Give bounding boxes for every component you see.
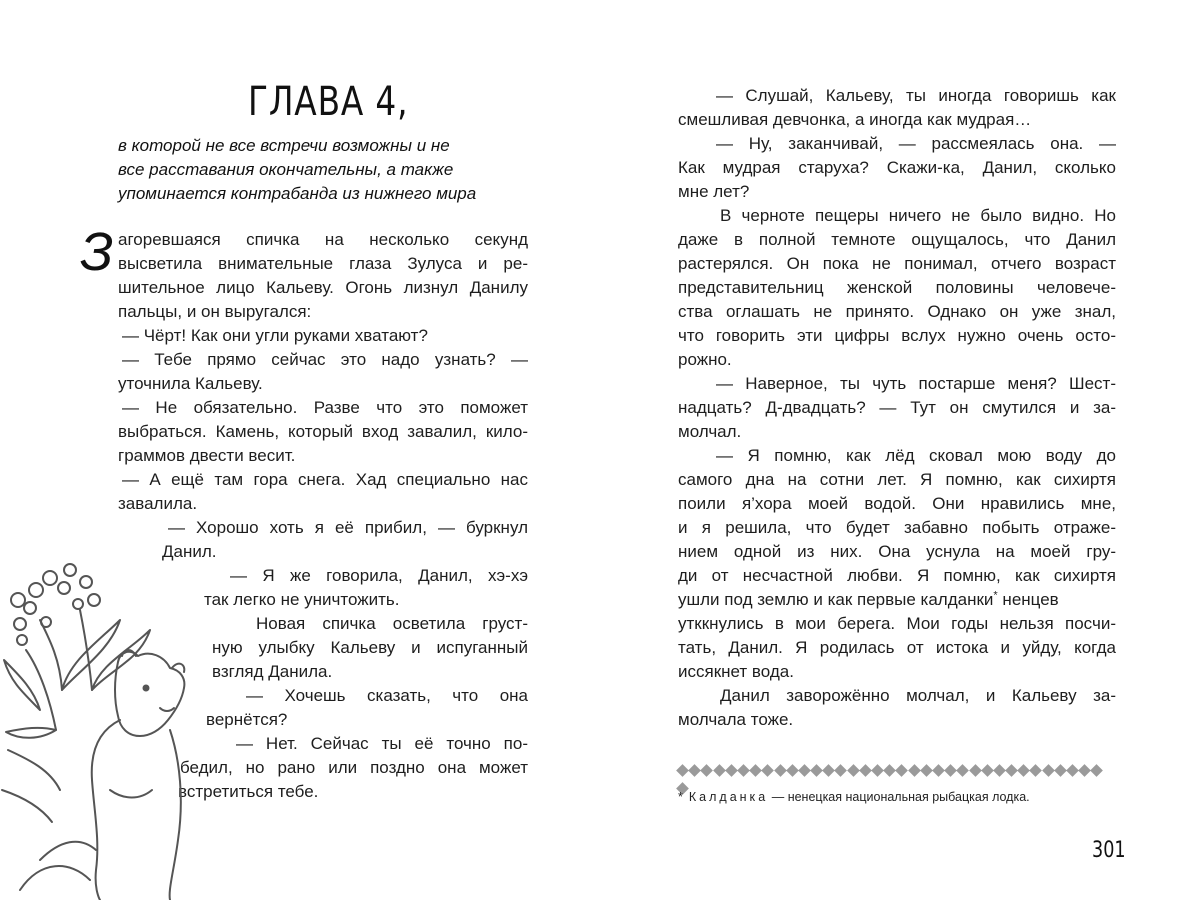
text-line: даже в полной темноте ощущалось, что Данил <box>678 230 1116 249</box>
footnote-marker: * <box>993 589 998 602</box>
footnote-text: — ненецкая национальная рыбацкая лодка. <box>768 790 1030 804</box>
text-line: и я решила, что будет забавно побыть отраже- <box>678 518 1116 537</box>
text-line: молчала тоже. <box>678 710 794 729</box>
diamond-ornament <box>896 764 909 777</box>
text-line: тать, Данил. Я родилась от истока и уйду, когда <box>678 638 1116 657</box>
diamond-ornament <box>810 764 823 777</box>
text-line: — Хочешь сказать, что она <box>246 686 528 705</box>
text-line: представительниц женской половины человече- <box>678 278 1116 297</box>
diamond-ornament <box>1030 764 1043 777</box>
text-line: поили я’хора моей водой. Они нравились мне, <box>678 494 1116 513</box>
diamond-ornament <box>1042 764 1055 777</box>
diamond-ornament <box>981 764 994 777</box>
text-line-with-footnote <box>678 588 1116 612</box>
text-line: ства оглашать не принято. Однако он уже знал, <box>678 302 1116 321</box>
text-line: растерялся. Он пока не понимал, отчего возраст <box>678 254 1116 273</box>
chapter-subtitle <box>118 134 498 206</box>
text-line: — Чёрт! Как они угли руками хватают? <box>122 326 428 345</box>
text-line: — Я помню, как лёд сковал мою воду до <box>716 446 1116 465</box>
text-line: нием одной из них. Она уснула на моей гру- <box>678 542 1116 561</box>
text-line: Данил заворожённо молчал, и Кальеву за- <box>720 686 1116 705</box>
text-line: встретиться тебе. <box>178 782 319 801</box>
text-line: так легко не уничтожить. <box>204 590 400 609</box>
text-line: В черноте пещеры ничего не было видно. Но <box>720 206 1116 225</box>
right-page <box>600 0 1200 900</box>
diamond-ornament <box>1091 764 1104 777</box>
diamond-ornament <box>944 764 957 777</box>
text-line-tail: ненцев <box>997 590 1059 609</box>
diamond-ornament <box>774 764 787 777</box>
text-line: — Слушай, Кальеву, ты иногда говоришь как <box>716 86 1116 105</box>
diamond-ornament <box>847 764 860 777</box>
text-line: что говорить эти цифры вслух нужно очень осто- <box>678 326 1116 345</box>
drop-cap: З <box>80 222 114 282</box>
text-line: мне лет? <box>678 182 750 201</box>
text-line: граммов двести весит. <box>118 446 296 465</box>
footnote-divider-ornament <box>678 762 1116 780</box>
text-line: — А ещё там гора снега. Хад специально нас <box>122 470 528 489</box>
text-line: ушли под землю и как первые калданки <box>678 590 994 609</box>
diamond-ornament <box>725 764 738 777</box>
footnote <box>678 790 1030 804</box>
text-line: бедил, но рано или поздно она может <box>180 758 528 777</box>
diamond-ornament <box>835 764 848 777</box>
text-line: — Тебе прямо сейчас это надо узнать? — <box>122 350 528 369</box>
diamond-ornament <box>969 764 982 777</box>
text-line: смешливая девчонка, а иногда как мудрая… <box>678 110 1032 129</box>
text-line: уточнила Кальеву. <box>118 374 263 393</box>
text-line: молчал. <box>678 422 742 441</box>
diamond-ornament <box>676 764 689 777</box>
text-line: рожно. <box>678 350 732 369</box>
subtitle-line: упоминается контрабанда из нижнего мира <box>118 184 477 203</box>
diamond-ornament <box>993 764 1006 777</box>
text-line: — Я же говорила, Данил, хэ-хэ <box>230 566 528 585</box>
text-line: выбраться. Камень, который вход завалил, кило- <box>118 422 528 441</box>
subtitle-line: все расставания окончательны, а также <box>118 160 454 179</box>
diamond-ornament <box>701 764 714 777</box>
diamond-ornament <box>798 764 811 777</box>
diamond-ornament <box>749 764 762 777</box>
text-line: Данил. <box>162 542 217 561</box>
diamond-ornament <box>761 764 774 777</box>
diamond-ornament <box>713 764 726 777</box>
diamond-ornament <box>1005 764 1018 777</box>
text-line: — Нет. Сейчас ты её точно по- <box>236 734 528 753</box>
text-line: — Хорошо хоть я её прибил, — буркнул <box>168 518 528 537</box>
text-line: пальцы, и он выругался: <box>118 302 312 321</box>
text-line: взгляд Данила. <box>212 662 333 681</box>
diamond-ornament <box>1054 764 1067 777</box>
diamond-ornament <box>786 764 799 777</box>
subtitle-line: в которой не все встречи возможны и не <box>118 136 450 155</box>
diamond-ornament <box>871 764 884 777</box>
diamond-ornament <box>908 764 921 777</box>
diamond-ornament <box>737 764 750 777</box>
text-line: завалила. <box>118 494 198 513</box>
text-line: Новая спичка осветила груст- <box>256 614 528 633</box>
text-line: высветила внимательные глаза Зулуса и ре- <box>118 254 528 273</box>
text-line: надцать? Д-двадцать? — Тут он смутился и за- <box>678 398 1116 417</box>
page-number: 301 <box>1092 838 1126 863</box>
text-line: — Наверное, ты чуть постарше меня? Шест- <box>716 374 1116 393</box>
text-line: ную улыбку Кальеву и испуганный <box>212 638 528 657</box>
diamond-ornament <box>1066 764 1079 777</box>
right-body-text <box>678 84 1116 732</box>
diamond-ornament <box>859 764 872 777</box>
text-line: ди от несчастной любви. Я помню, как сихиртя <box>678 566 1116 585</box>
text-line: — Не обязательно. Разве что это поможет <box>122 398 528 417</box>
footnote-marker: * <box>678 790 683 804</box>
chapter-title: ГЛАВА 4, <box>248 79 409 125</box>
bear-plant-illustration <box>0 560 200 900</box>
diamond-ornament <box>920 764 933 777</box>
text-line: шительное лицо Кальеву. Огонь лизнул Данилу <box>118 278 528 297</box>
footnote-term: Калданка <box>688 790 769 804</box>
text-line: — Ну, заканчивай, — рассмеялась она. — <box>716 134 1116 153</box>
text-line: самого дна на сотни лет. Я помню, как сихиртя <box>678 470 1116 489</box>
diamond-ornament <box>932 764 945 777</box>
text-line: иссякнет вода. <box>678 662 794 681</box>
text-line: Как мудрая старуха? Скажи-ка, Данил, сколько <box>678 158 1116 177</box>
text-line: утккнулись в мои берега. Мои годы нельзя посчи- <box>678 614 1116 633</box>
text-line: вернётся? <box>206 710 288 729</box>
text-line: агоревшаяся спичка на несколько секунд <box>118 230 528 249</box>
diamond-ornament <box>956 764 969 777</box>
